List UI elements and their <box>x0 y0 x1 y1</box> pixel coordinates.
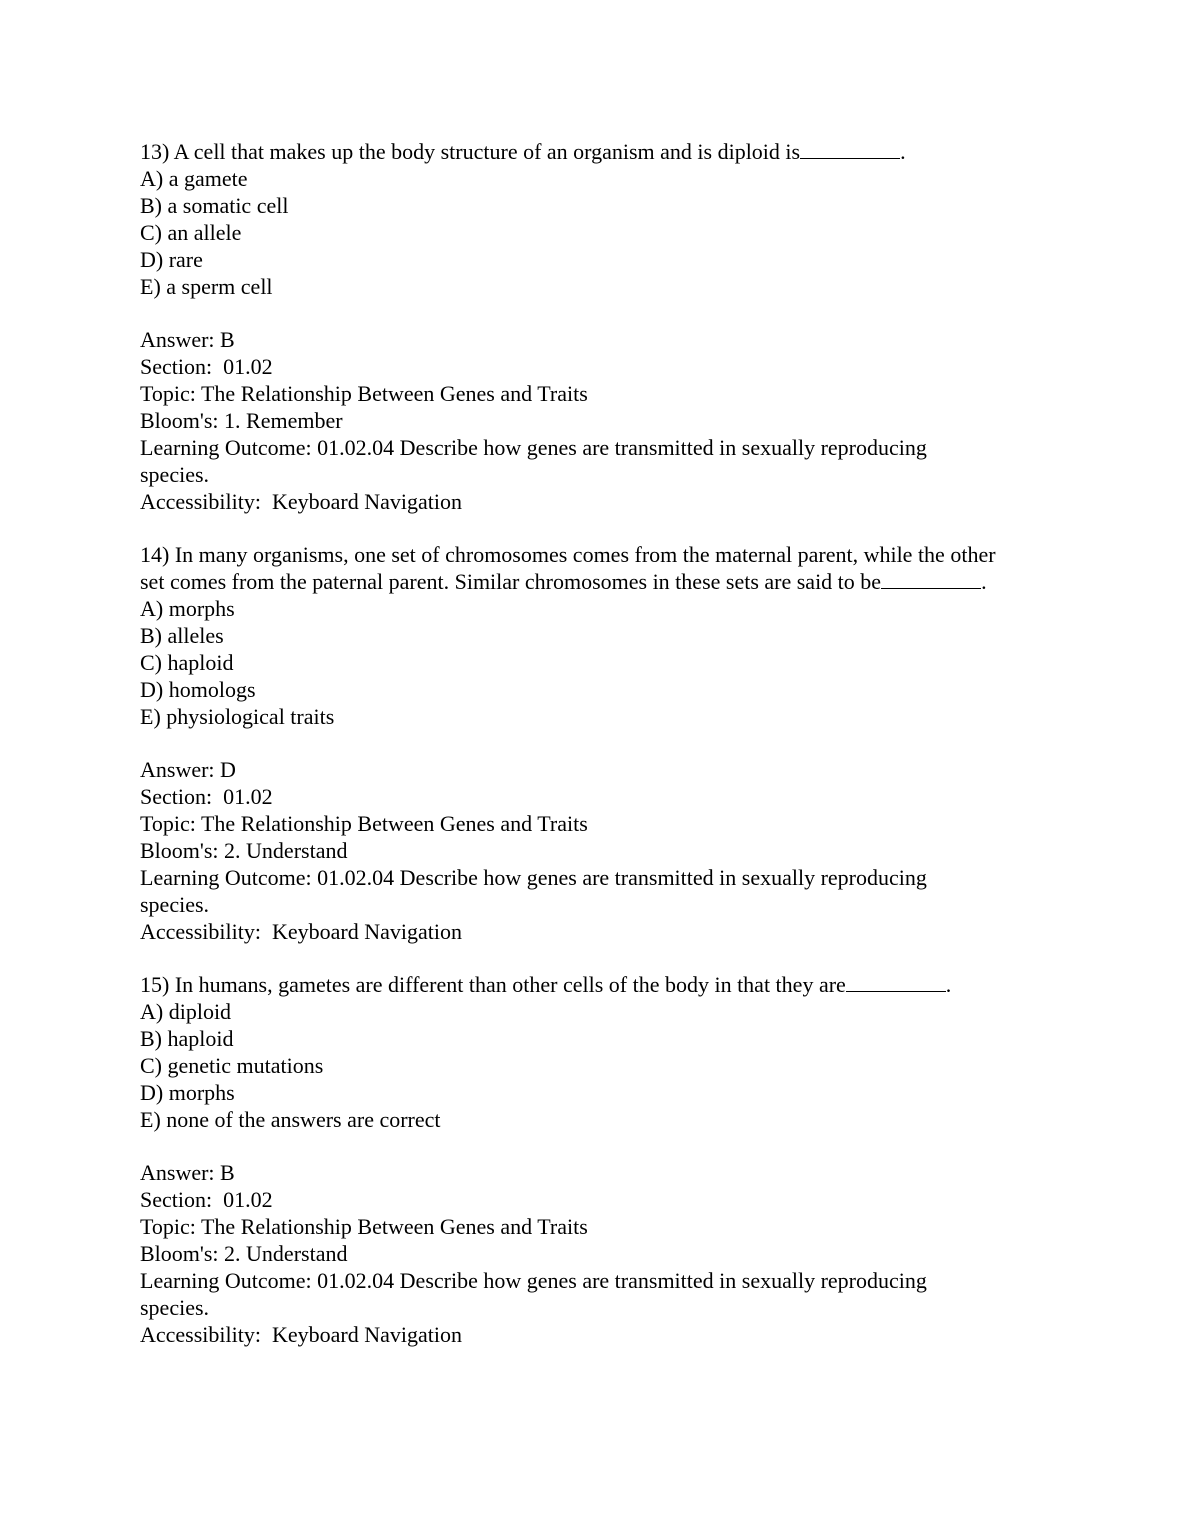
section-label: Section: 01.02 <box>140 1187 273 1212</box>
section-label: Section: 01.02 <box>140 784 273 809</box>
option-a: A) diploid <box>140 999 232 1024</box>
option-b: B) alleles <box>140 623 224 648</box>
document-page <box>140 138 1060 1348</box>
section-label: Section: 01.02 <box>140 354 273 379</box>
accessibility-label: Accessibility: Keyboard Navigation <box>140 1322 462 1347</box>
option-d: D) homologs <box>140 677 256 702</box>
accessibility-label: Accessibility: Keyboard Navigation <box>140 489 462 514</box>
answer-label: Answer: B <box>140 1160 235 1185</box>
option-e: E) none of the answers are correct <box>140 1107 441 1132</box>
question-block <box>140 541 1060 945</box>
question-block <box>140 138 1060 515</box>
option-c: C) haploid <box>140 650 234 675</box>
option-a: A) morphs <box>140 596 235 621</box>
option-d: D) morphs <box>140 1080 235 1105</box>
topic-label: Topic: The Relationship Between Genes and Traits <box>140 381 588 406</box>
question-stem-line1: 14) In many organisms, one set of chromosomes comes from the maternal parent, while the other <box>140 542 996 567</box>
blooms-label: Bloom's: 2. Understand <box>140 838 348 863</box>
option-e: E) a sperm cell <box>140 274 273 299</box>
answer-blank <box>800 140 900 159</box>
answer-label: Answer: D <box>140 757 236 782</box>
option-c: C) an allele <box>140 220 242 245</box>
question-block <box>140 971 1060 1348</box>
topic-label: Topic: The Relationship Between Genes and Traits <box>140 811 588 836</box>
learning-outcome-line1: Learning Outcome: 01.02.04 Describe how genes are transmitted in sexually reproducing <box>140 865 927 890</box>
learning-outcome-line1: Learning Outcome: 01.02.04 Describe how genes are transmitted in sexually reproducing <box>140 1268 927 1293</box>
blooms-label: Bloom's: 1. Remember <box>140 408 343 433</box>
question-stem: 13) A cell that makes up the body structure of an organism and is diploid is . <box>140 139 906 164</box>
option-a: A) a gamete <box>140 166 248 191</box>
option-e: E) physiological traits <box>140 704 335 729</box>
question-stem-line2: set comes from the paternal parent. Similar chromosomes in these sets are said to be . <box>140 569 987 594</box>
blooms-label: Bloom's: 2. Understand <box>140 1241 348 1266</box>
option-b: B) haploid <box>140 1026 234 1051</box>
answer-label: Answer: B <box>140 327 235 352</box>
learning-outcome-line2: species. <box>140 892 210 917</box>
option-d: D) rare <box>140 247 203 272</box>
answer-blank <box>881 570 981 589</box>
question-stem: 15) In humans, gametes are different than other cells of the body in that they are . <box>140 972 952 997</box>
answer-blank <box>846 973 946 992</box>
topic-label: Topic: The Relationship Between Genes and Traits <box>140 1214 588 1239</box>
option-b: B) a somatic cell <box>140 193 289 218</box>
option-c: C) genetic mutations <box>140 1053 324 1078</box>
learning-outcome-line1: Learning Outcome: 01.02.04 Describe how genes are transmitted in sexually reproducing <box>140 435 927 460</box>
accessibility-label: Accessibility: Keyboard Navigation <box>140 919 462 944</box>
learning-outcome-line2: species. <box>140 1295 210 1320</box>
learning-outcome-line2: species. <box>140 462 210 487</box>
